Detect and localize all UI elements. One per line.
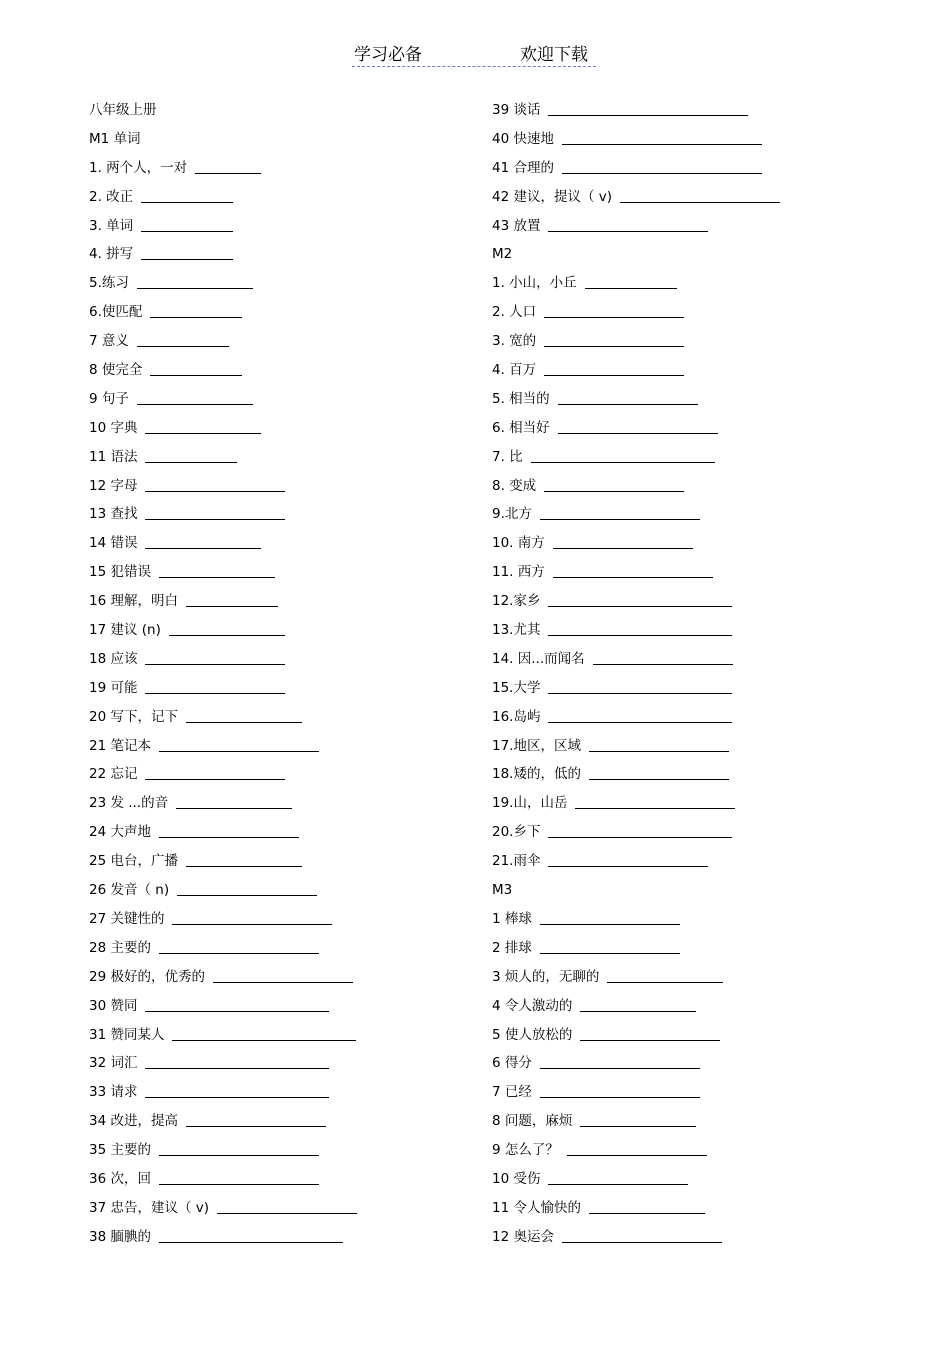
answer-blank[interactable] — [544, 472, 684, 492]
answer-blank[interactable] — [544, 356, 684, 376]
vocab-row — [89, 616, 469, 645]
answer-blank[interactable] — [169, 616, 285, 636]
left-column — [89, 96, 469, 1252]
vocab-prompt: 9 怎么了？ — [492, 1142, 559, 1159]
answer-blank[interactable] — [540, 1049, 700, 1069]
vocab-row — [492, 269, 912, 298]
vocab-row — [492, 1021, 912, 1050]
vocab-prompt: 11 语法 — [89, 448, 138, 465]
vocab-row — [492, 385, 912, 414]
vocab-prompt: 33 请求 — [89, 1084, 138, 1101]
vocab-prompt: 7 意义 — [89, 333, 129, 350]
vocab-row — [89, 298, 469, 327]
vocab-row — [89, 760, 469, 789]
vocab-prompt: 21.雨伞 — [492, 853, 541, 870]
answer-blank[interactable] — [548, 703, 732, 723]
vocab-prompt: 26 发音（ n) — [89, 882, 170, 899]
answer-blank[interactable] — [159, 1223, 343, 1243]
vocab-row — [89, 645, 469, 674]
vocab-prompt: 八年级上册 — [89, 102, 157, 118]
vocab-row — [89, 1078, 469, 1107]
vocab-row — [89, 443, 469, 472]
vocab-row — [89, 1021, 469, 1050]
answer-blank[interactable] — [593, 645, 733, 665]
vocab-row — [492, 934, 912, 963]
answer-blank[interactable] — [145, 414, 261, 434]
vocab-prompt: 10. 南方 — [492, 535, 545, 552]
vocab-prompt: 8 问题，麻烦 — [492, 1113, 573, 1130]
vocab-prompt: M3 — [492, 882, 513, 899]
answer-blank[interactable] — [159, 934, 319, 954]
answer-blank[interactable] — [137, 385, 253, 405]
answer-blank[interactable] — [145, 674, 285, 694]
vocab-prompt: 2. 改正 — [89, 188, 134, 205]
answer-blank[interactable] — [159, 1136, 319, 1156]
answer-blank[interactable] — [620, 183, 780, 203]
vocab-prompt: 16.岛屿 — [492, 708, 541, 725]
answer-blank[interactable] — [580, 1107, 696, 1127]
vocab-prompt: 1. 两个人，一对 — [89, 159, 188, 176]
answer-blank[interactable] — [589, 1194, 705, 1214]
answer-blank[interactable] — [159, 818, 299, 838]
answer-blank[interactable] — [575, 789, 735, 809]
vocab-row — [492, 992, 912, 1021]
answer-blank[interactable] — [531, 443, 715, 463]
vocab-prompt: 22 忘记 — [89, 766, 138, 783]
vocab-prompt: 32 词汇 — [89, 1055, 138, 1072]
answer-blank[interactable] — [159, 732, 319, 752]
vocab-row — [492, 154, 912, 183]
vocab-row — [89, 240, 469, 269]
vocab-prompt: 12 字母 — [89, 477, 138, 494]
vocab-row — [492, 876, 912, 905]
answer-blank[interactable] — [186, 587, 278, 607]
vocab-prompt: 4. 百万 — [492, 362, 537, 379]
answer-blank[interactable] — [562, 154, 762, 174]
answer-blank[interactable] — [141, 240, 233, 260]
vocab-prompt: 11. 西方 — [492, 564, 545, 581]
vocab-row — [89, 1049, 469, 1078]
vocab-prompt: 6. 相当好 — [492, 419, 550, 436]
vocab-row — [492, 905, 912, 934]
vocab-row — [492, 616, 912, 645]
answer-blank[interactable] — [558, 385, 698, 405]
vocab-prompt: 42 建议，提议（ v) — [492, 188, 613, 205]
answer-blank[interactable] — [562, 1223, 722, 1243]
vocab-prompt: 12.家乡 — [492, 593, 541, 610]
vocab-prompt: 12 奥运会 — [492, 1228, 554, 1245]
answer-blank[interactable] — [548, 674, 732, 694]
vocab-row — [492, 443, 912, 472]
vocab-row — [89, 1107, 469, 1136]
vocab-prompt: 24 大声地 — [89, 824, 151, 841]
vocab-row — [492, 96, 912, 125]
vocab-row — [89, 876, 469, 905]
vocab-prompt: 18 应该 — [89, 650, 138, 667]
vocab-row — [89, 356, 469, 385]
answer-blank[interactable] — [159, 1165, 319, 1185]
vocab-prompt: 2. 人口 — [492, 304, 537, 321]
vocab-prompt: 3. 单词 — [89, 217, 134, 234]
vocab-row — [89, 269, 469, 298]
vocab-prompt: 29 极好的，优秀的 — [89, 968, 205, 985]
right-column — [492, 96, 912, 1252]
vocab-prompt: 17 建议 (n) — [89, 622, 161, 639]
answer-blank[interactable] — [145, 529, 261, 549]
vocab-row — [89, 1223, 469, 1252]
vocab-prompt: 1 棒球 — [492, 910, 532, 927]
answer-blank[interactable] — [145, 443, 237, 463]
vocab-prompt: 28 主要的 — [89, 939, 151, 956]
answer-blank[interactable] — [141, 212, 233, 232]
vocab-row — [492, 818, 912, 847]
vocab-row — [492, 529, 912, 558]
vocab-row — [89, 992, 469, 1021]
vocab-row — [89, 327, 469, 356]
answer-blank[interactable] — [548, 212, 708, 232]
answer-blank[interactable] — [137, 269, 253, 289]
vocab-row — [89, 934, 469, 963]
vocab-prompt: 18.矮的，低的 — [492, 766, 581, 783]
vocab-prompt: 25 电台，广播 — [89, 853, 178, 870]
answer-blank[interactable] — [217, 1194, 357, 1214]
answer-blank[interactable] — [137, 327, 229, 347]
vocab-prompt: 41 合理的 — [492, 159, 554, 176]
answer-blank[interactable] — [585, 269, 677, 289]
vocab-prompt: 3 烦人的，无聊的 — [492, 968, 600, 985]
vocab-row — [89, 732, 469, 761]
vocab-row — [89, 96, 469, 125]
answer-blank[interactable] — [540, 1078, 700, 1098]
vocab-row — [89, 963, 469, 992]
vocab-row — [492, 240, 912, 269]
vocab-prompt: 5 使人放松的 — [492, 1026, 573, 1043]
vocab-prompt: 8. 变成 — [492, 477, 537, 494]
vocab-prompt: 9 句子 — [89, 390, 129, 407]
vocab-row — [89, 674, 469, 703]
answer-blank[interactable] — [213, 963, 353, 983]
answer-blank[interactable] — [580, 1021, 720, 1041]
answer-blank[interactable] — [172, 905, 332, 925]
vocab-prompt: 31 赞同某人 — [89, 1026, 165, 1043]
answer-blank[interactable] — [145, 1078, 329, 1098]
vocab-row — [89, 472, 469, 501]
vocab-row — [492, 732, 912, 761]
answer-blank[interactable] — [544, 298, 684, 318]
vocab-row — [492, 1078, 912, 1107]
vocab-row — [89, 1136, 469, 1165]
vocab-prompt: 21 笔记本 — [89, 737, 151, 754]
header-left-text: 学习必备 — [354, 45, 422, 65]
vocab-row — [492, 963, 912, 992]
vocab-prompt: 4. 拼写 — [89, 246, 134, 263]
vocab-row — [492, 125, 912, 154]
vocab-prompt: 7 已经 — [492, 1084, 532, 1101]
vocab-prompt: 6.使匹配 — [89, 304, 143, 321]
vocab-prompt: 16 理解，明白 — [89, 593, 178, 610]
answer-blank[interactable] — [540, 500, 700, 520]
vocab-prompt: 13 查找 — [89, 506, 138, 523]
answer-blank[interactable] — [141, 183, 233, 203]
vocab-prompt: 14. 因...而闻名 — [492, 650, 585, 667]
answer-blank[interactable] — [145, 472, 285, 492]
vocab-row — [89, 1165, 469, 1194]
vocab-prompt: 34 改进，提高 — [89, 1113, 178, 1130]
vocab-row — [492, 414, 912, 443]
vocab-prompt: 14 错误 — [89, 535, 138, 552]
vocab-row — [492, 212, 912, 241]
vocab-row — [89, 587, 469, 616]
vocab-row — [492, 1107, 912, 1136]
answer-blank[interactable] — [172, 1021, 356, 1041]
vocab-row — [89, 789, 469, 818]
answer-blank[interactable] — [145, 645, 285, 665]
answer-blank[interactable] — [177, 876, 317, 896]
vocab-prompt: 40 快速地 — [492, 130, 554, 147]
vocab-row — [492, 760, 912, 789]
page-header — [352, 40, 596, 67]
vocab-row — [492, 472, 912, 501]
vocab-prompt: 6 得分 — [492, 1055, 532, 1072]
vocab-row — [89, 818, 469, 847]
vocab-row — [492, 703, 912, 732]
vocab-row — [492, 500, 912, 529]
vocab-row — [89, 154, 469, 183]
answer-blank[interactable] — [548, 587, 732, 607]
vocab-prompt: 43 放置 — [492, 217, 541, 234]
answer-blank[interactable] — [540, 934, 680, 954]
vocab-prompt: 10 字典 — [89, 419, 138, 436]
vocab-row — [89, 558, 469, 587]
vocab-prompt: 7. 比 — [492, 448, 523, 465]
vocab-row — [492, 587, 912, 616]
vocab-row — [89, 529, 469, 558]
answer-blank[interactable] — [548, 1165, 688, 1185]
answer-blank[interactable] — [150, 356, 242, 376]
answer-blank[interactable] — [186, 847, 302, 867]
answer-blank[interactable] — [558, 414, 718, 434]
answer-blank[interactable] — [607, 963, 723, 983]
vocab-prompt: 9.北方 — [492, 506, 532, 523]
answer-blank[interactable] — [186, 703, 302, 723]
answer-blank[interactable] — [548, 847, 708, 867]
answer-blank[interactable] — [159, 558, 275, 578]
vocab-prompt: M2 — [492, 246, 513, 263]
vocab-row — [89, 847, 469, 876]
vocab-row — [89, 183, 469, 212]
answer-blank[interactable] — [589, 760, 729, 780]
vocab-row — [492, 298, 912, 327]
vocab-row — [89, 125, 469, 154]
vocab-prompt: 15.大学 — [492, 679, 541, 696]
vocab-prompt: 5.练习 — [89, 275, 129, 292]
vocab-row — [492, 1049, 912, 1078]
answer-blank[interactable] — [580, 992, 696, 1012]
vocab-prompt: 37 忠告，建议（ v) — [89, 1199, 210, 1216]
vocab-row — [492, 645, 912, 674]
vocab-prompt: 19.山，山岳 — [492, 795, 568, 812]
vocab-prompt: 1. 小山，小丘 — [492, 275, 577, 292]
vocab-prompt: 2 排球 — [492, 939, 532, 956]
vocab-prompt: 3. 宽的 — [492, 333, 537, 350]
vocab-row — [89, 703, 469, 732]
vocab-row — [89, 385, 469, 414]
answer-blank[interactable] — [553, 529, 693, 549]
vocab-row — [492, 558, 912, 587]
vocab-prompt: 30 赞同 — [89, 997, 138, 1014]
vocab-row — [492, 1165, 912, 1194]
vocab-prompt: 10 受伤 — [492, 1170, 541, 1187]
answer-blank[interactable] — [540, 905, 680, 925]
vocab-prompt: 23 发 ...的音 — [89, 795, 169, 812]
vocab-prompt: 35 主要的 — [89, 1142, 151, 1159]
vocab-row — [492, 356, 912, 385]
vocab-prompt: 17.地区，区域 — [492, 737, 581, 754]
vocab-row — [89, 212, 469, 241]
answer-blank[interactable] — [567, 1136, 707, 1156]
vocab-prompt: 13.尤其 — [492, 622, 541, 639]
vocab-prompt: 15 犯错误 — [89, 564, 151, 581]
vocab-row — [492, 327, 912, 356]
vocab-prompt: 8 使完全 — [89, 362, 143, 379]
answer-blank[interactable] — [548, 96, 748, 116]
vocab-row — [492, 1223, 912, 1252]
answer-blank[interactable] — [176, 789, 292, 809]
vocab-prompt: 27 关键性的 — [89, 910, 165, 927]
answer-blank[interactable] — [145, 992, 329, 1012]
vocab-row — [492, 1194, 912, 1223]
vocab-prompt: 19 可能 — [89, 679, 138, 696]
vocab-row — [89, 905, 469, 934]
answer-blank[interactable] — [544, 327, 684, 347]
vocab-row — [492, 674, 912, 703]
vocab-prompt: 38 腼腆的 — [89, 1228, 151, 1245]
vocab-row — [89, 500, 469, 529]
answer-blank[interactable] — [553, 558, 713, 578]
answer-blank[interactable] — [145, 1049, 329, 1069]
answer-blank[interactable] — [548, 818, 732, 838]
vocab-prompt: 20.乡下 — [492, 824, 541, 841]
vocab-row — [492, 847, 912, 876]
answer-blank[interactable] — [548, 616, 732, 636]
vocab-prompt: 5. 相当的 — [492, 390, 550, 407]
vocab-prompt: 20 写下，记下 — [89, 708, 178, 725]
vocab-prompt: 39 谈话 — [492, 102, 541, 118]
vocab-prompt: 4 令人激动的 — [492, 997, 573, 1014]
answer-blank[interactable] — [145, 760, 285, 780]
answer-blank[interactable] — [562, 125, 762, 145]
vocab-prompt: 36 次，回 — [89, 1170, 151, 1187]
answer-blank[interactable] — [150, 298, 242, 318]
answer-blank[interactable] — [589, 732, 729, 752]
vocab-row — [492, 183, 912, 212]
vocab-row — [492, 1136, 912, 1165]
vocab-prompt: M1 单词 — [89, 130, 141, 147]
answer-blank[interactable] — [186, 1107, 326, 1127]
header-right-text: 欢迎下载 — [520, 45, 588, 65]
vocab-row — [89, 1194, 469, 1223]
answer-blank[interactable] — [195, 154, 261, 174]
vocab-row — [492, 789, 912, 818]
vocab-prompt: 11 令人愉快的 — [492, 1199, 581, 1216]
answer-blank[interactable] — [145, 500, 285, 520]
vocab-row — [89, 414, 469, 443]
